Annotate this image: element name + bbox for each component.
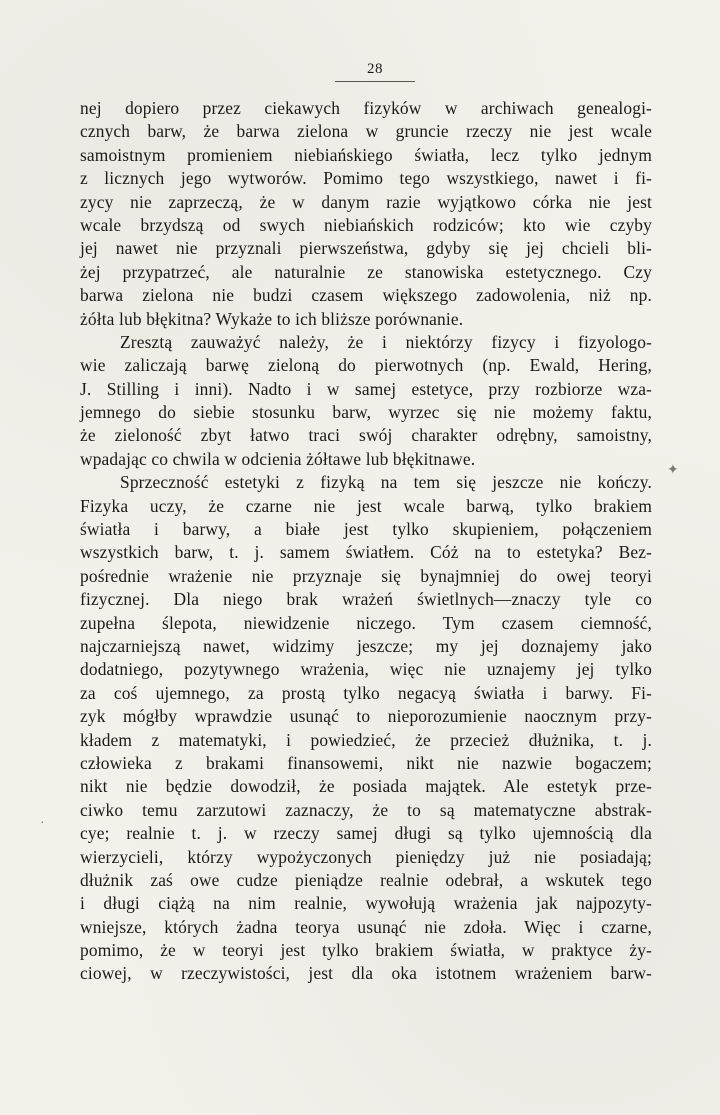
text-line: zupełna ślepota, niewidzenie niczego. Tym czasem ciemność, — [80, 612, 652, 633]
text-line: najczarniejszą nawet, widzimy jeszcze; my jej doznajemy jako — [80, 635, 652, 656]
margin-mark: · — [40, 816, 45, 831]
text-line: wszystkich barw, t. j. samem światłem. Cóż na to estetyka? Bez- — [80, 542, 652, 563]
text-line: człowieka z brakami finansowemi, nikt nie nazwie bogaczem; — [80, 752, 652, 773]
page-number: 28 — [367, 61, 383, 77]
text-line: za coś ujemnego, za prostą tylko negacyą światła i barwy. Fi- — [80, 682, 652, 703]
text-line: Fizyka uczy, że czarne nie jest wcale barwą, tylko brakiem — [80, 495, 652, 516]
text-line: nej dopiero przez ciekawych fizyków w archiwach genealogi- — [80, 98, 652, 118]
text-line: żółta lub błękitna? Wykaże to ich bliższe porównanie. — [80, 308, 464, 329]
text-line: wcale brzydszą od swych niebiańskich rodziców; kto wie czyby — [80, 214, 652, 235]
page-number-rule — [335, 81, 415, 82]
text-line: wpadając co chwila w odcienia żółtawe lub błękitnawe. — [80, 448, 476, 469]
text-line: cye; realnie t. j. w rzeczy samej długi są tylko ujemnością dla — [80, 823, 652, 844]
text-line: wniejsze, których żadna teorya usunąć nie zdoła. Więc i czarne, — [80, 916, 652, 937]
text-line: dodatniego, pozytywnego wrażenia, więc nie uznajemy jej tylko — [80, 659, 652, 680]
text-line: ciwko temu zarzutowi zaznaczy, że to są matematyczne abstrak- — [80, 799, 652, 820]
text-line: pomimo, że w teoryi jest tylko brakiem światła, w praktyce ży- — [80, 940, 652, 961]
text-line: kładem z matematyki, i powiedzieć, że przecież dłużnika, t. j. — [80, 729, 652, 750]
text-line: nikt nie będzie dowodził, że posiada majątek. Ale estetyk prze- — [80, 776, 652, 797]
text-line: że zieloność zbyt łatwo traci swój charakter odrębny, samoistny, — [80, 425, 652, 446]
text-line: samoistnym promieniem niebiańskiego światła, lecz tylko jednym — [80, 144, 652, 165]
text-line: dłużnik zaś owe cudze pieniądze realnie odebrał, a wskutek tego — [80, 869, 652, 890]
text-line: zycy nie zaprzeczą, że w danym razie wyjątkowo córka nie jest — [80, 191, 652, 212]
text-line: ciowej, w rzeczywistości, jest dla oka istotnem wrażeniem barw- — [80, 963, 652, 984]
text-line: żej przypatrzeć, ale naturalnie ze stanowiska estetycznego. Czy — [80, 261, 652, 282]
text-line: J. Stilling i inni). Nadto i w samej estetyce, przy rozbiorze wza- — [80, 378, 652, 399]
text-line: światła i barwy, a białe jest tylko skupieniem, połączeniem — [80, 519, 652, 540]
page-body-text — [80, 97, 652, 986]
text-line: z licznych jego wytworów. Pomimo tego wszystkiego, nawet i fi- — [80, 168, 652, 189]
margin-mark: ✦ — [667, 463, 679, 478]
text-line: fizycznej. Dla niego brak wrażeń świetlnych—znaczy tyle co — [80, 589, 652, 610]
text-line: wierzycieli, którzy wypożyczonych pieniędzy już nie posiadają; — [80, 846, 652, 867]
text-line: jej nawet nie przyznali pierwszeństwa, gdyby się jej chcieli bli- — [80, 238, 652, 259]
text-line: i długi ciążą na nim realnie, wywołują wrażenia jak najpozyty- — [80, 893, 652, 914]
text-line: Zresztą zauważyć należy, że i niektórzy fizycy i fizyologo- — [120, 331, 652, 352]
text-line: wie zaliczają barwę zieloną do pierwotnych (np. Ewald, Hering, — [80, 355, 652, 376]
text-line: pośrednie wrażenie nie przyznaje się bynajmniej do owej teoryi — [80, 565, 652, 586]
text-line: Sprzeczność estetyki z fizyką na tem się jeszcze nie kończy. — [120, 472, 652, 493]
text-line: zyk mógłby wprawdzie usunąć to nieporozumienie naocznym przy- — [80, 706, 652, 727]
text-line: barwa zielona nie budzi czasem większego zadowolenia, niż np. — [80, 285, 652, 306]
text-line: jemnego do siebie stosunku barw, wyrzec się nie możemy faktu, — [80, 402, 652, 423]
text-line: cznych barw, że barwa zielona w gruncie rzeczy nie jest wcale — [80, 121, 652, 142]
